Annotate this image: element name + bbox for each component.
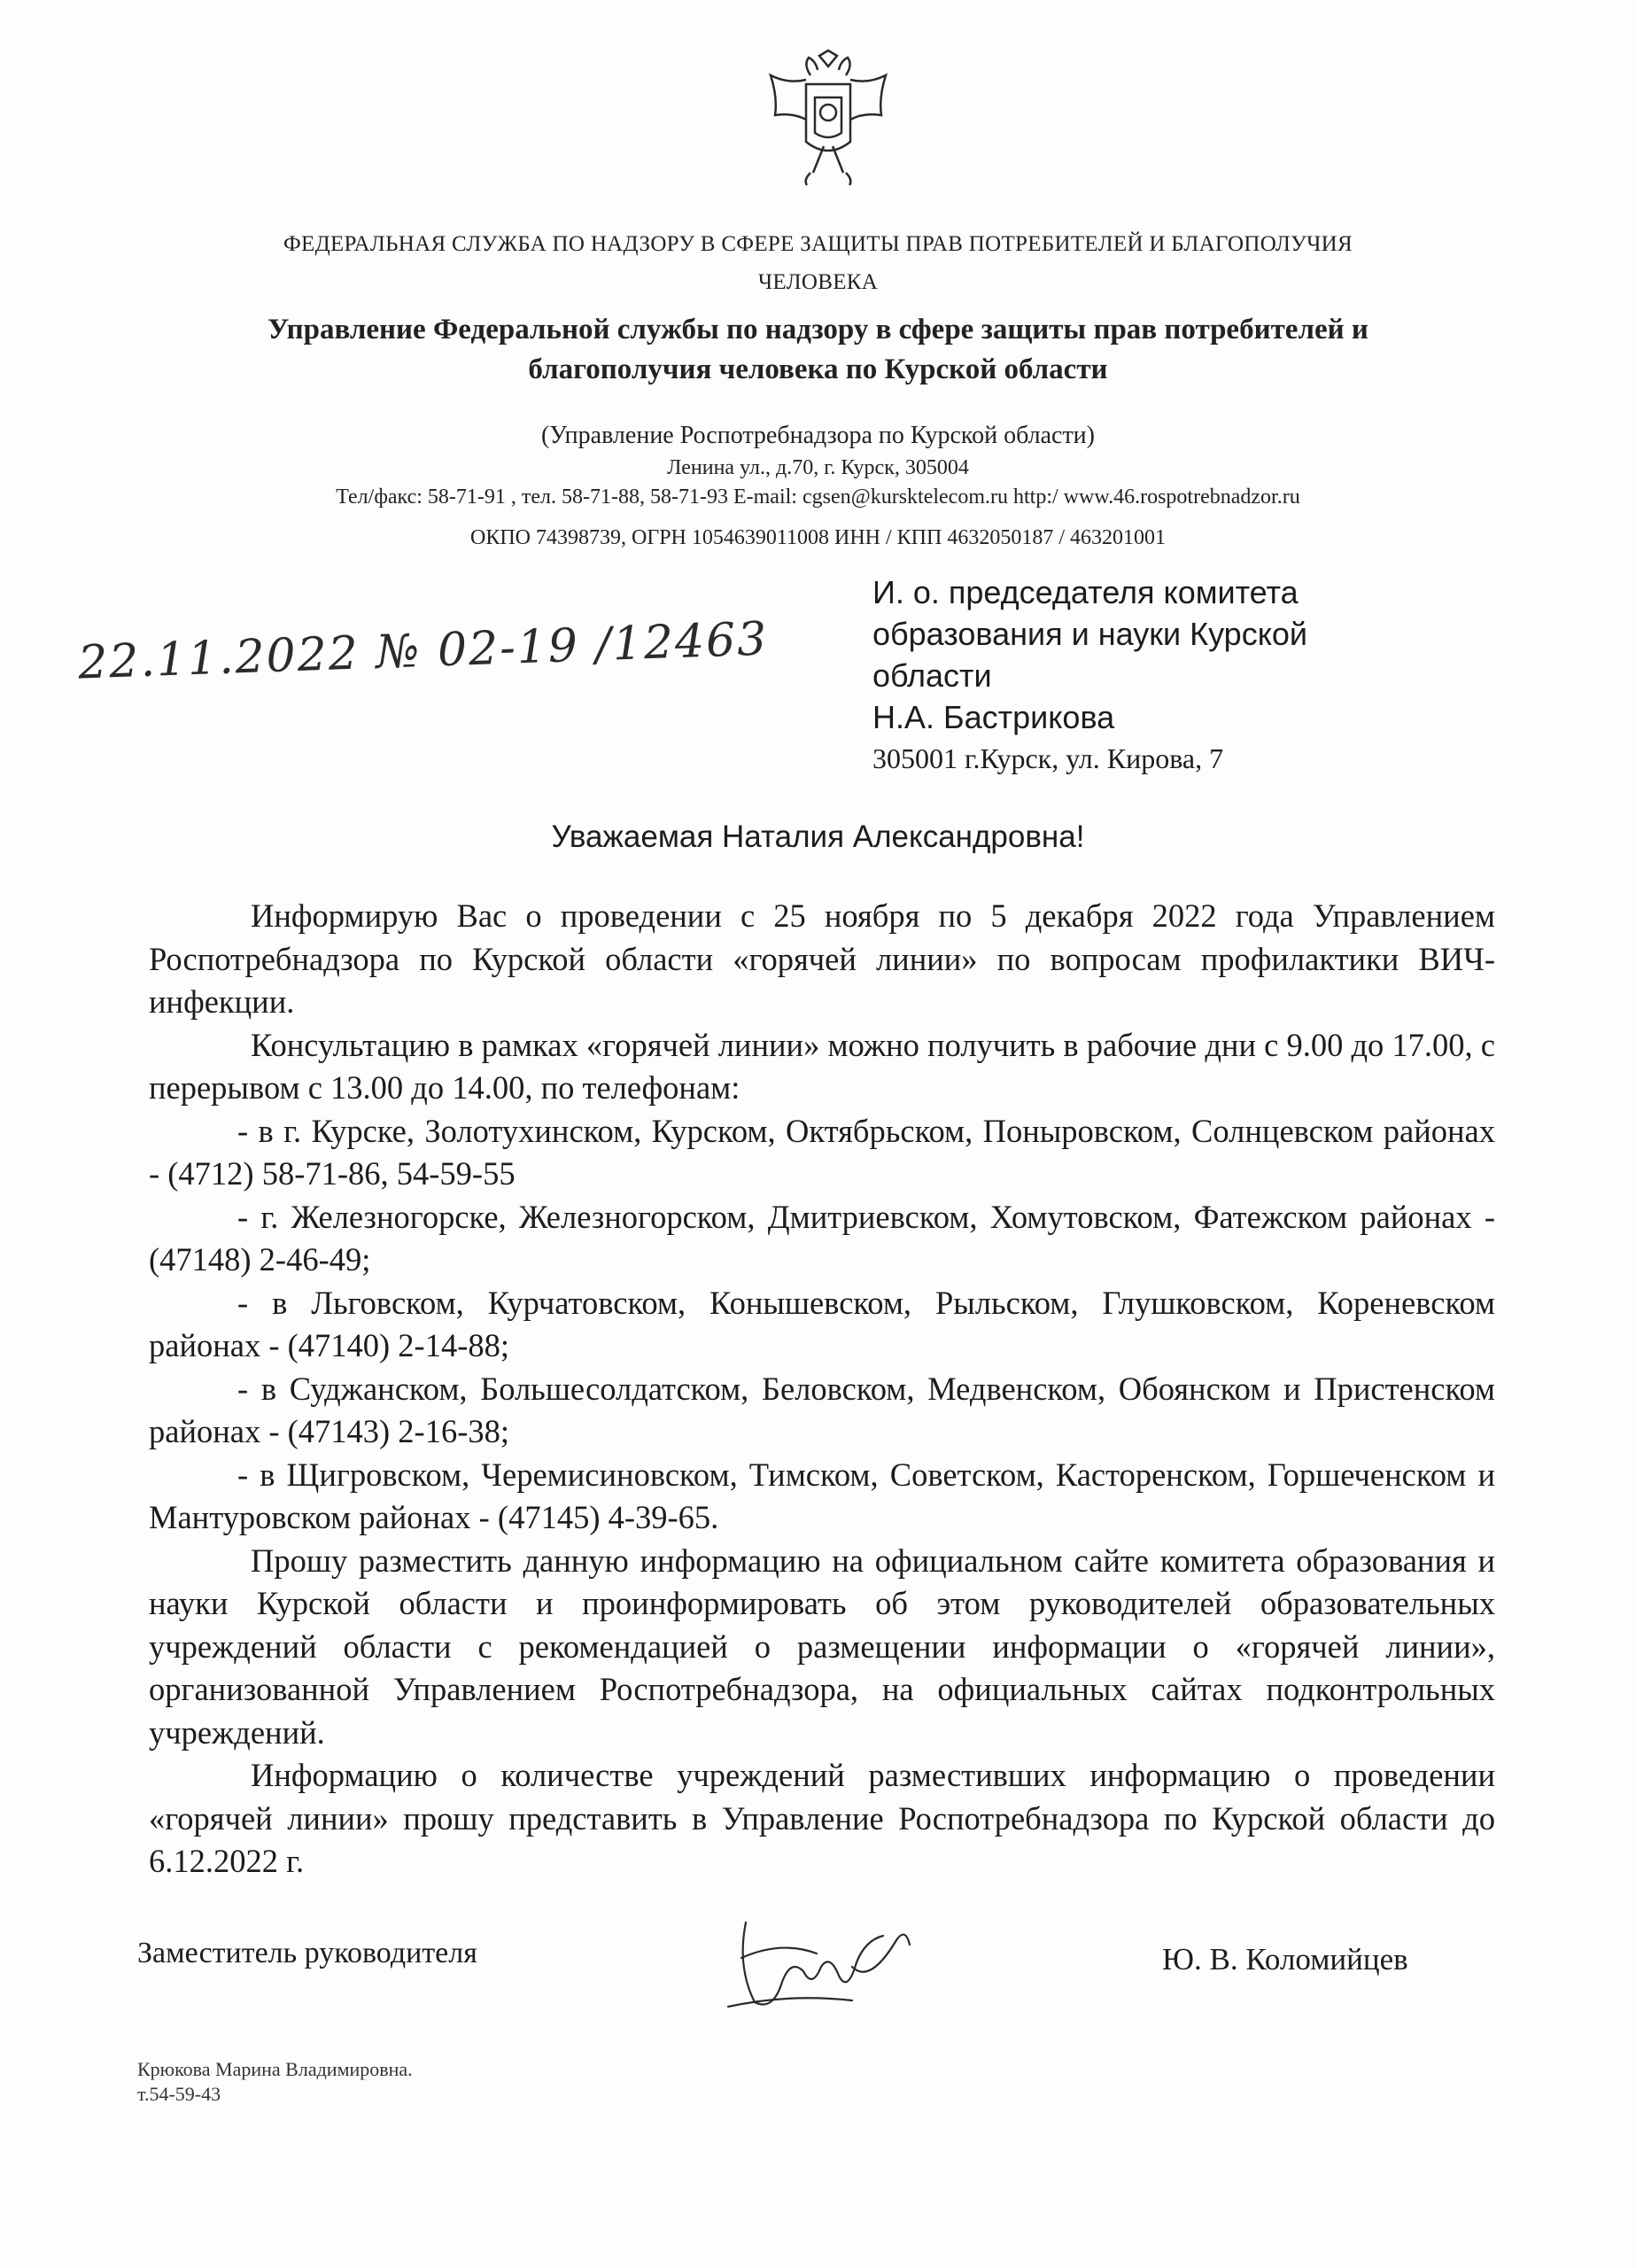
agency-name-line1: ФЕДЕРАЛЬНАЯ СЛУЖБА ПО НАДЗОРУ В СФЕРЕ ЗАЩИТЫ ПРАВ ПОТРЕБИТЕЛЕЙ И БЛАГОПОЛУЧИЯ xyxy=(283,232,1353,256)
body-paragraph-3: Прошу разместить данную информацию на официальном сайте комитета образования и науки Курской области и проинформировать об этом руководителей образовательных учреждений области с рекомендацией о размещении информации о «горячей линии», организованной Управлением Роспотребнадзора, на официальных сайтах подконтрольных учреждений. xyxy=(149,1542,1495,1751)
phone-list-item: - г. Железногорске, Железногорском, Дмитриевском, Хомутовском, Фатежском районах - (47148) 2-46-49; xyxy=(149,1198,1495,1278)
executor-phone: т.54-59-43 xyxy=(137,2083,221,2105)
greeting: Уважаемая Наталия Александровна! xyxy=(551,819,1085,854)
addressee-address: 305001 г.Курск, ул. Кирова, 7 xyxy=(872,742,1224,774)
signer-position: Заместитель руководителя xyxy=(137,1937,477,1969)
department-name xyxy=(0,310,1636,390)
phone-list xyxy=(149,1110,1495,1540)
department-contacts: Тел/факс: 58-71-91 , тел. 58-71-88, 58-71-93 E-mail: cgsen@kursktelecom.ru http:/ www.46.rospotrebnadzor.ru xyxy=(336,485,1300,509)
department-short-name: (Управление Роспотребнадзора по Курской области) xyxy=(540,422,1095,449)
body-paragraph-1: Информирую Вас о проведении с 25 ноября по 5 декабря 2022 года Управлением Роспотребнадзора по Курской области «горячей линии» по вопросам профилактики ВИЧ-инфекции. xyxy=(149,897,1495,1020)
department-name-line1: Управление Федеральной службы по надзору в сфере защиты прав потребителей и xyxy=(267,314,1369,346)
executor-block xyxy=(137,2057,413,2107)
letter-body xyxy=(149,895,1495,1884)
addressee-line3: области xyxy=(872,657,992,694)
addressee-line4: Н.А. Бастрикова xyxy=(872,699,1115,735)
department-codes: ОКПО 74398739, ОГРН 1054639011008 ИНН / КПП 4632050187 / 463201001 xyxy=(469,526,1166,549)
agency-name-line2: ЧЕЛОВЕКА xyxy=(757,270,879,294)
addressee-block xyxy=(872,571,1581,780)
department-name-line2: благополучия человека по Курской области xyxy=(528,353,1108,385)
body-paragraph-2: Консультацию в рамках «горячей линии» можно получить в рабочие дни с 9.00 до 17.00, с перерывом с 13.00 до 14.00, по телефонам: xyxy=(149,1026,1495,1106)
coat-of-arms-emblem xyxy=(762,49,895,190)
phone-list-item: - в г. Курске, Золотухинском, Курском, Октябрьском, Поныровском, Солнцевском районах - (4712) 58-71-86, 54-59-55 xyxy=(149,1112,1495,1192)
handwritten-signature xyxy=(719,1905,923,2020)
phone-list-item: - в Щигровском, Черемисиновском, Тимском, Советском, Касторенском, Горшеченском и Мантуровском районах - (47145) 4-39-65. xyxy=(149,1456,1495,1535)
department-address: Ленина ул., д.70, г. Курск, 305004 xyxy=(667,456,969,479)
registration-number: 22.11.2022 № 02-19 /12463 xyxy=(77,612,770,690)
phone-list-item: - в Суджанском, Большесолдатском, Беловском, Медвенском, Обоянском и Пристенском районах - (47143) 2-16-38; xyxy=(149,1370,1495,1449)
addressee-line2: образования и науки Курской xyxy=(872,616,1307,652)
executor-name: Крюкова Марина Владимировна. xyxy=(137,2058,413,2080)
signer-name: Ю. В. Коломийцев xyxy=(1162,1942,1408,1977)
phone-list-item: - в Льговском, Курчатовском, Конышевском, Рыльском, Глушковском, Кореневском районах - (47140) 2-14-88; xyxy=(149,1284,1495,1363)
addressee-line1: И. о. председателя комитета xyxy=(872,574,1299,610)
body-paragraph-4: Информацию о количестве учреждений разместивших информацию о проведении «горячей линии» прошу представить в Управление Роспотребнадзора по Курской области до 6.12.2022 г. xyxy=(149,1757,1495,1879)
